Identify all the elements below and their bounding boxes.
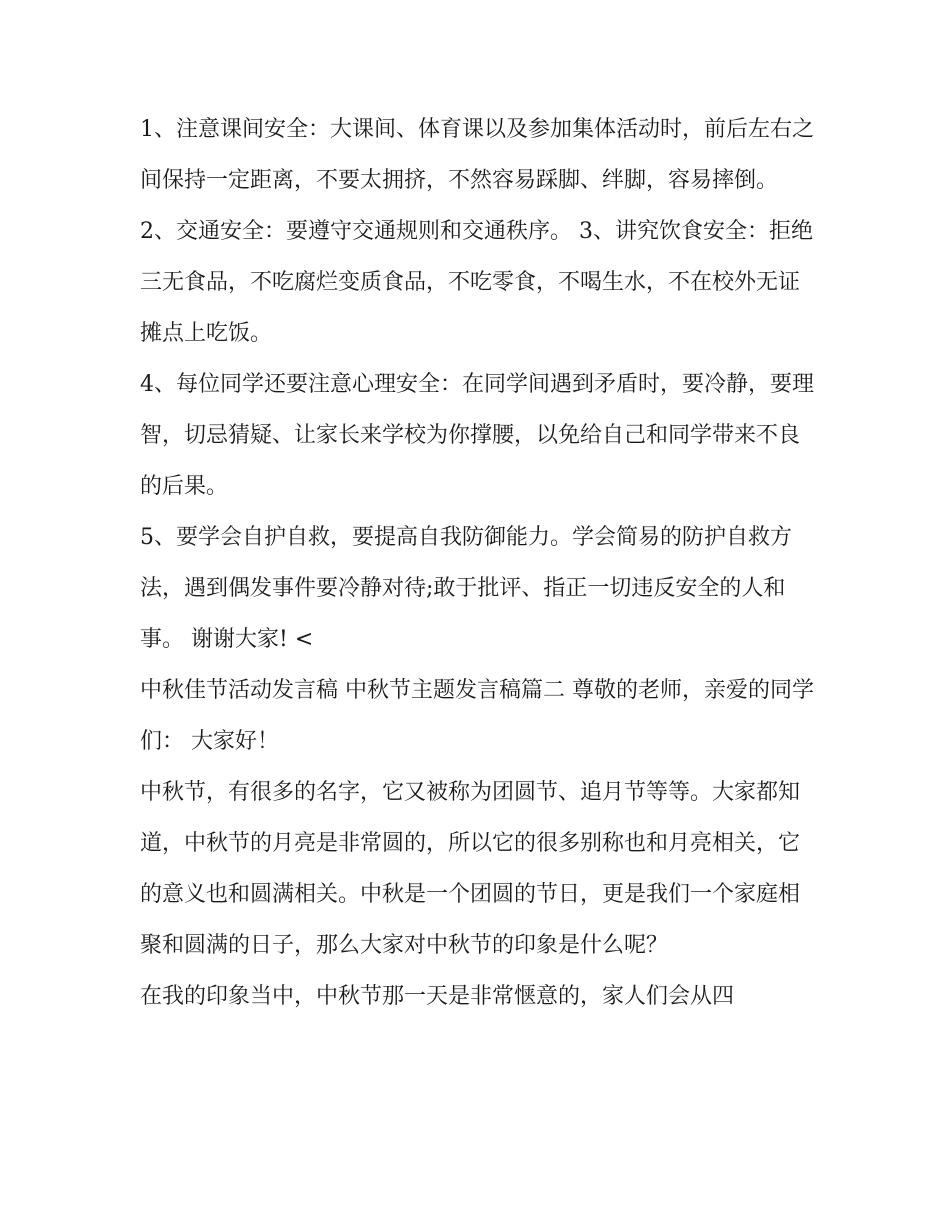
paragraph-safety-recess: 1、注意课间安全：大课间、体育课以及参加集体活动时，前后左右之间保持一定距离，不要太拥挤，不然容易踩脚、绊脚，容易摔倒。 (140, 117, 814, 193)
paragraph-speech-heading: 中秋佳节活动发言稿 中秋节主题发言稿篇二 尊敬的老师，亲爱的同学们： 大家好！ (140, 678, 814, 754)
paragraph-mid-autumn-intro: 中秋节，有很多的名字，它又被称为团圆节、追月节等等。大家都知道，中秋节的月亮是非常圆的，所以它的很多别称也和月亮相关，它的意义也和圆满相关。中秋是一个团圆的节日，更是我们一个家庭相聚和圆满的日子，那么大家对中秋节的印象是什么呢？ (140, 780, 801, 958)
paragraph-safety-traffic-food: 2、交通安全：要遵守交通规则和交通秩序。 3、讲究饮食安全：拒绝三无食品，不吃腐烂变质食品，不吃零食，不喝生水，不在校外无证摊点上吃饭。 (140, 219, 813, 346)
paragraph-mid-autumn-impression: 在我的印象当中，中秋节那一天是非常惬意的，家人们会从四 (140, 984, 735, 1009)
paragraph-safety-mental: 4、每位同学还要注意心理安全：在同学间遇到矛盾时，要冷静，要理智，切忌猜疑、让家长来学校为你撑腰，以免给自己和同学带来不良的后果。 (140, 372, 814, 499)
paragraph-safety-self-protection: 5、要学会自护自救，要提高自我防御能力。学会简易的防护自救方法，遇到偶发事件要冷静对待;敢于批评、指正一切违反安全的人和事。 谢谢大家! < (140, 525, 792, 652)
document-body (140, 104, 820, 1022)
